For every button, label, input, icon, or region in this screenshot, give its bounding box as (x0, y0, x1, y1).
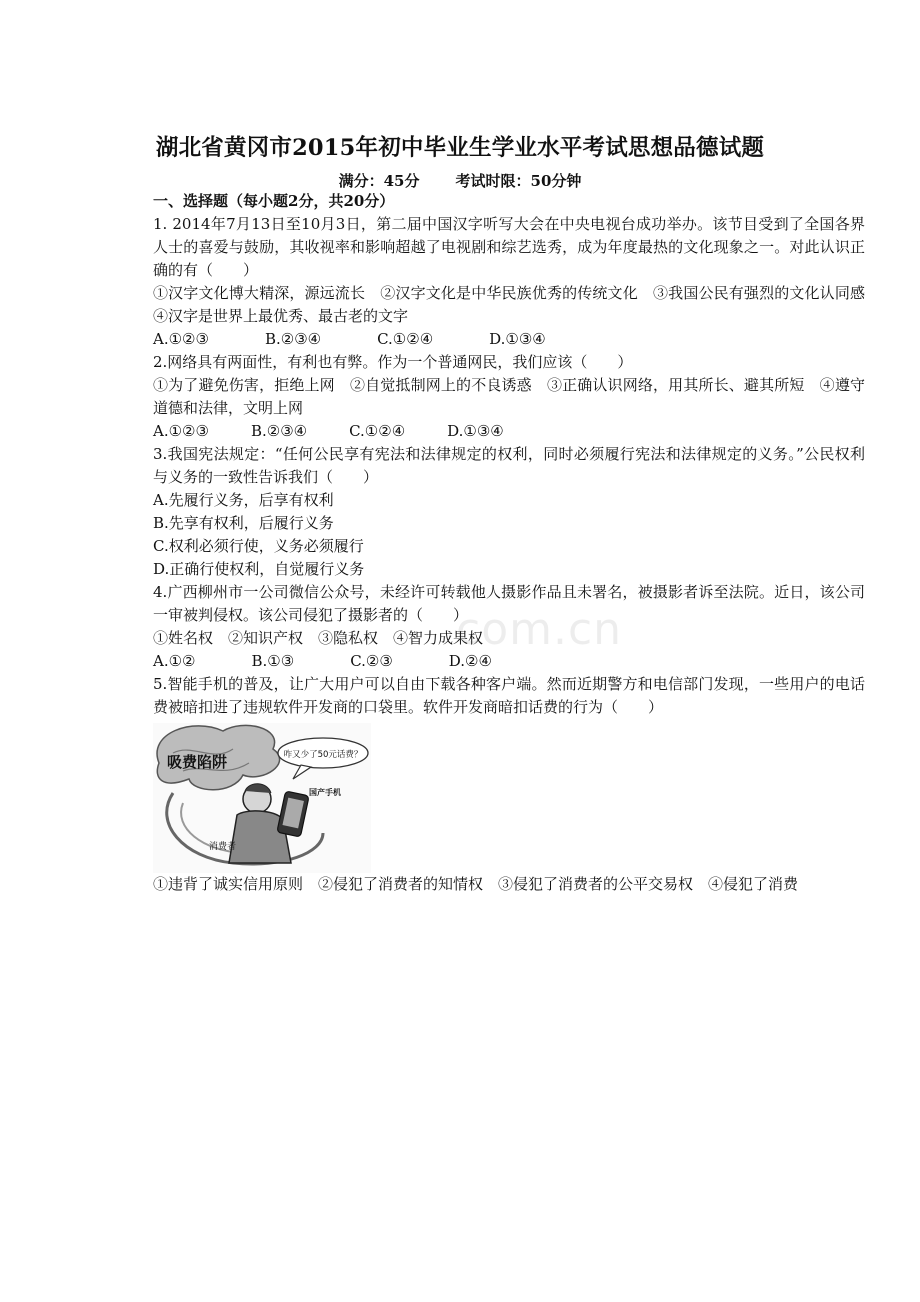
q1-stem: 1. 2014年7月13日至10月3日，第二届中国汉字听写大会在中央电视台成功举办。该节目受到了全国各界人士的喜爱与鼓励，其收视率和影响超越了电视剧和综艺选秀，成为年度最热的文化现象之一。对此认识正确的有（ ） (153, 215, 865, 279)
q4-statements: ①姓名权 ②知识产权 ③隐私权 ④智力成果权 (153, 629, 484, 647)
exam-title: 湖北省黄冈市2015年初中毕业生学业水平考试思想品德试题 (155, 135, 765, 161)
q1-option-a: A.①②③ (153, 330, 209, 348)
q1-options (153, 328, 865, 351)
q3-option-b: B.先享有权利，后履行义务 (153, 514, 334, 532)
q4-option-d: D.②④ (448, 652, 492, 670)
exam-content (153, 190, 881, 896)
q1-option-b: B.②③④ (264, 330, 322, 348)
q2-stem: 2.网络具有两面性，有利也有弊。作为一个普通网民，我们应该（ ） (153, 353, 633, 371)
q3-option-c: C.权利必须行使，义务必须履行 (153, 537, 364, 555)
score-text: 满分：45分 (338, 172, 420, 190)
person-label: 消费者 (209, 842, 237, 852)
watermark: com.cn (456, 604, 623, 655)
q3-option-a: A.先履行义务，后享有权利 (153, 491, 334, 509)
time-text: 考试时限：50分钟 (455, 172, 582, 190)
q5-stem: 5.智能手机的普及，让广大用户可以自由下载各种客户端。然而近期警方和电信部门发现，一些用户的电话费被暗扣进了违规软件开发商的口袋里。软件开发商暗扣话费的行为（ ） (153, 675, 865, 716)
bubble-text: 咋又少了50元话费？ (283, 750, 363, 760)
phone-label: 国产手机 (309, 788, 341, 797)
q1-option-c: C.①②④ (377, 330, 434, 348)
q2-option-b: B.②③④ (250, 422, 308, 440)
section-heading: 一、选择题（每小题2分，共20分） (153, 192, 395, 210)
q5-statements: ①违背了诚实信用原则 ②侵犯了消费者的知情权 ③侵犯了消费者的公平交易权 ④侵犯了消费 (153, 875, 799, 893)
q4-stem: 4.广西柳州市一公司微信公众号，未经许可转载他人摄影作品且未署名，被摄影者诉至法院。近日，该公司一审被判侵权。该公司侵犯了摄影者的（ ） (153, 583, 865, 624)
q2-option-d: D.①③④ (447, 422, 504, 440)
exam-subtitle (0, 170, 920, 191)
q2-option-c: C.①②④ (349, 422, 406, 440)
q3-stem: 3.我国宪法规定：“任何公民享有宪法和法律规定的权利，同时必须履行宪法和法律规定的义务。”公民权利与义务的一致性告诉我们（ ） (153, 445, 865, 486)
q1-statements: ①汉字文化博大精深，源远流长 ②汉字文化是中华民族优秀的传统文化 ③我国公民有强烈的文化认同感 ④汉字是世界上最优秀、最古老的文字 (153, 284, 881, 325)
cartoon-image (153, 723, 371, 873)
cloud-label: 吸费陷阱 (167, 753, 228, 771)
q1-option-d: D.①③④ (489, 330, 546, 348)
q3-option-d: D.正确行使权利，自觉履行义务 (153, 560, 365, 578)
q4-options (153, 650, 865, 673)
q4-option-c: C.②③ (350, 652, 393, 670)
q2-option-a: A.①②③ (153, 422, 209, 440)
q2-statements: ①为了避免伤害，拒绝上网 ②自觉抵制网上的不良诱惑 ③正确认识网络，用其所长、避其所短 ④遵守道德和法律，文明上网 (153, 376, 865, 417)
q4-option-a: A.①② (153, 652, 196, 670)
q4-option-b: B.①③ (251, 652, 295, 670)
q2-options (153, 420, 865, 443)
